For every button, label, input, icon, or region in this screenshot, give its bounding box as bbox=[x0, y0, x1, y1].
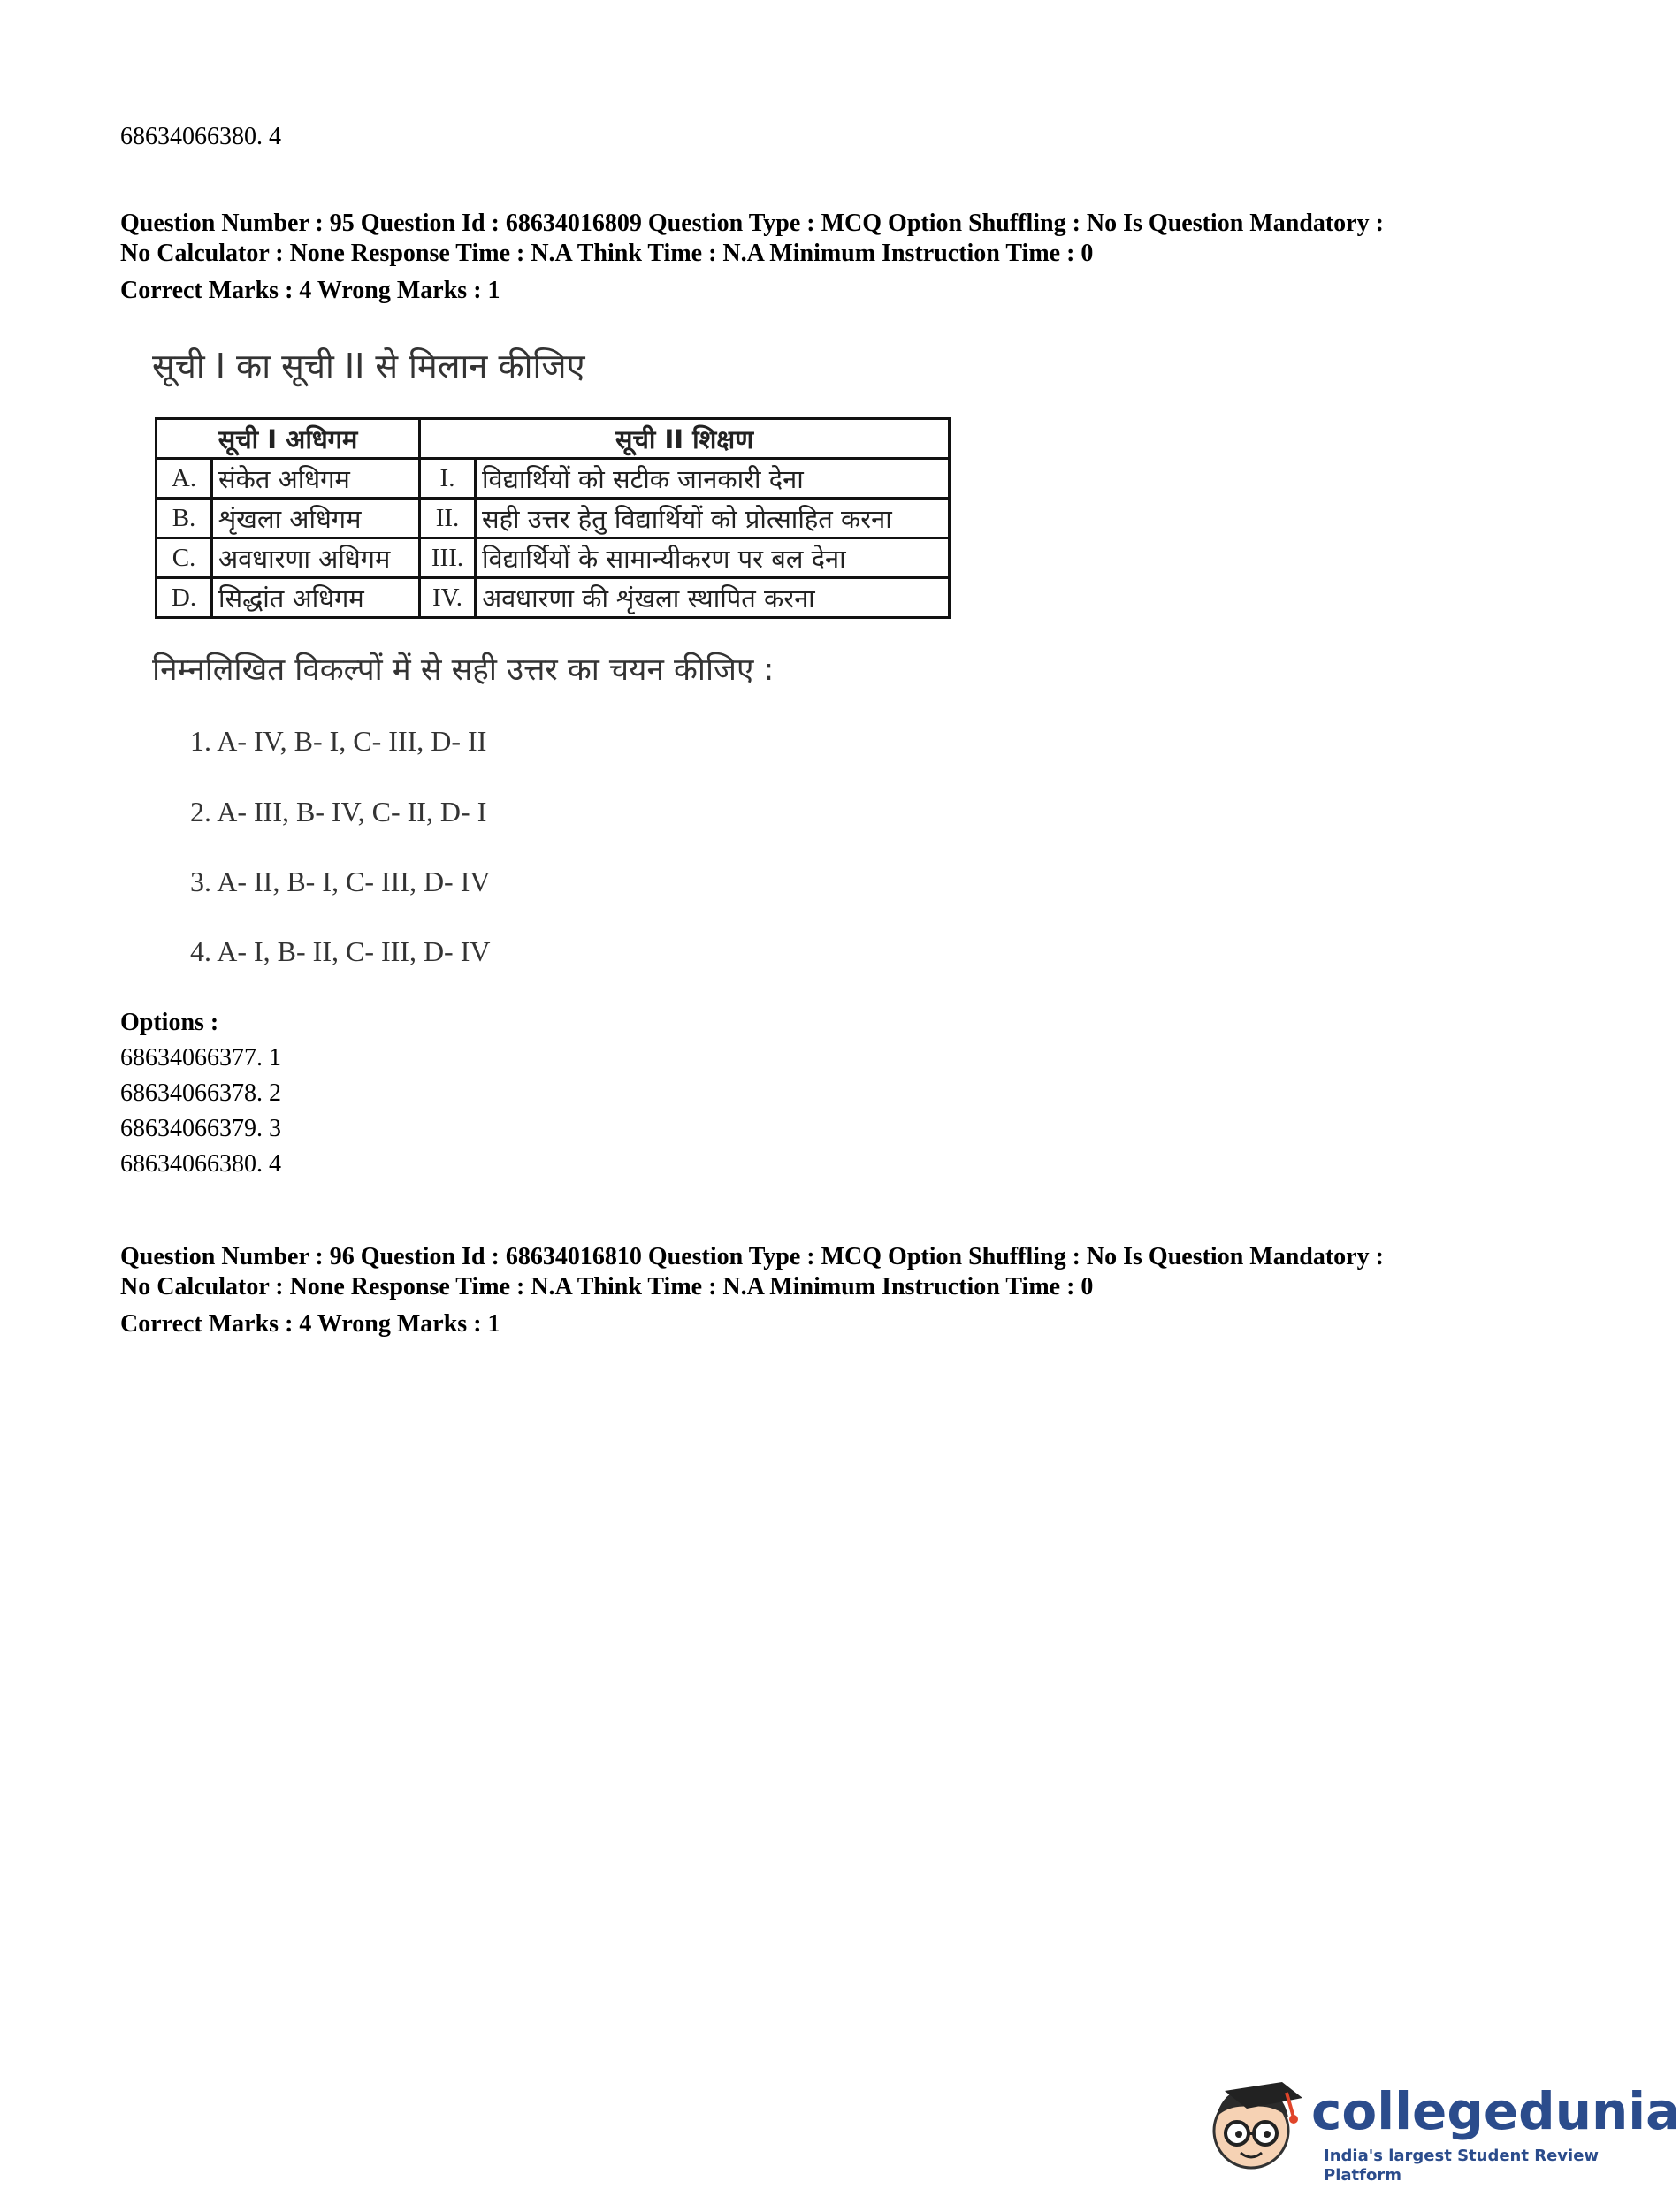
row-text-left: शृंखला अधिगम bbox=[212, 499, 420, 538]
option-item: 68634066379. 3 bbox=[120, 1115, 281, 1142]
match-table bbox=[155, 417, 951, 619]
row-text-left: सिद्धांत अधिगम bbox=[212, 578, 420, 618]
q96-header-line2: No Calculator : None Response Time : N.A Think Time : N.A Minimum Instruction Time : 0 bbox=[120, 1273, 1094, 1300]
option-item: 68634066378. 2 bbox=[120, 1079, 281, 1107]
list2-header: सूची II शिक्षण bbox=[420, 419, 950, 459]
row-label-right: IV. bbox=[420, 578, 476, 618]
row-label-right: III. bbox=[420, 538, 476, 578]
row-label-left: C. bbox=[157, 538, 212, 578]
q95-header-line2: No Calculator : None Response Time : N.A Think Time : N.A Minimum Instruction Time : 0 bbox=[120, 240, 1094, 267]
previous-option-line: 68634066380. 4 bbox=[120, 123, 281, 150]
logo-tagline: India's largest Student Review Platform bbox=[1324, 2147, 1600, 2185]
choice-1: 1. A- IV, B- I, C- III, D- II bbox=[190, 725, 487, 757]
q95-instruction: निम्नलिखित विकल्पों में से सही उत्तर का चयन कीजिए : bbox=[152, 652, 775, 688]
row-label-right: II. bbox=[420, 499, 476, 538]
row-text-right: विद्यार्थियों के सामान्यीकरण पर बल देना bbox=[476, 538, 950, 578]
option-item: 68634066377. 1 bbox=[120, 1044, 281, 1072]
choice-4: 4. A- I, B- II, C- III, D- IV bbox=[190, 935, 491, 967]
q96-marks: Correct Marks : 4 Wrong Marks : 1 bbox=[120, 1310, 500, 1338]
q95-header-line1: Question Number : 95 Question Id : 68634016809 Question Type : MCQ Option Shuffling : No Is Question Mandatory : bbox=[120, 210, 1384, 237]
q95-marks: Correct Marks : 4 Wrong Marks : 1 bbox=[120, 277, 500, 304]
mascot-logo-icon bbox=[1198, 2064, 1309, 2179]
table-row bbox=[157, 538, 950, 578]
logo-brand: collegedunia bbox=[1311, 2081, 1680, 2141]
q95-question-title: सूची I का सूची II से मिलान कीजिए bbox=[152, 347, 585, 385]
choice-3: 3. A- II, B- I, C- III, D- IV bbox=[190, 866, 491, 897]
row-text-left: संकेत अधिगम bbox=[212, 459, 420, 499]
table-row bbox=[157, 578, 950, 618]
table-row bbox=[157, 459, 950, 499]
list1-header: सूची I अधिगम bbox=[157, 419, 420, 459]
table-row bbox=[157, 499, 950, 538]
option-item: 68634066380. 4 bbox=[120, 1150, 281, 1178]
row-label-left: D. bbox=[157, 578, 212, 618]
q96-header-line1: Question Number : 96 Question Id : 68634016810 Question Type : MCQ Option Shuffling : No Is Question Mandatory : bbox=[120, 1243, 1384, 1270]
row-text-right: विद्यार्थियों को सटीक जानकारी देना bbox=[476, 459, 950, 499]
row-label-left: B. bbox=[157, 499, 212, 538]
choice-2: 2. A- III, B- IV, C- II, D- I bbox=[190, 796, 487, 828]
options-label: Options : bbox=[120, 1009, 219, 1036]
row-text-right: अवधारणा की शृंखला स्थापित करना bbox=[476, 578, 950, 618]
row-label-left: A. bbox=[157, 459, 212, 499]
row-text-left: अवधारणा अधिगम bbox=[212, 538, 420, 578]
row-label-right: I. bbox=[420, 459, 476, 499]
match-table-header bbox=[157, 419, 950, 459]
row-text-right: सही उत्तर हेतु विद्यार्थियों को प्रोत्साहित करना bbox=[476, 499, 950, 538]
